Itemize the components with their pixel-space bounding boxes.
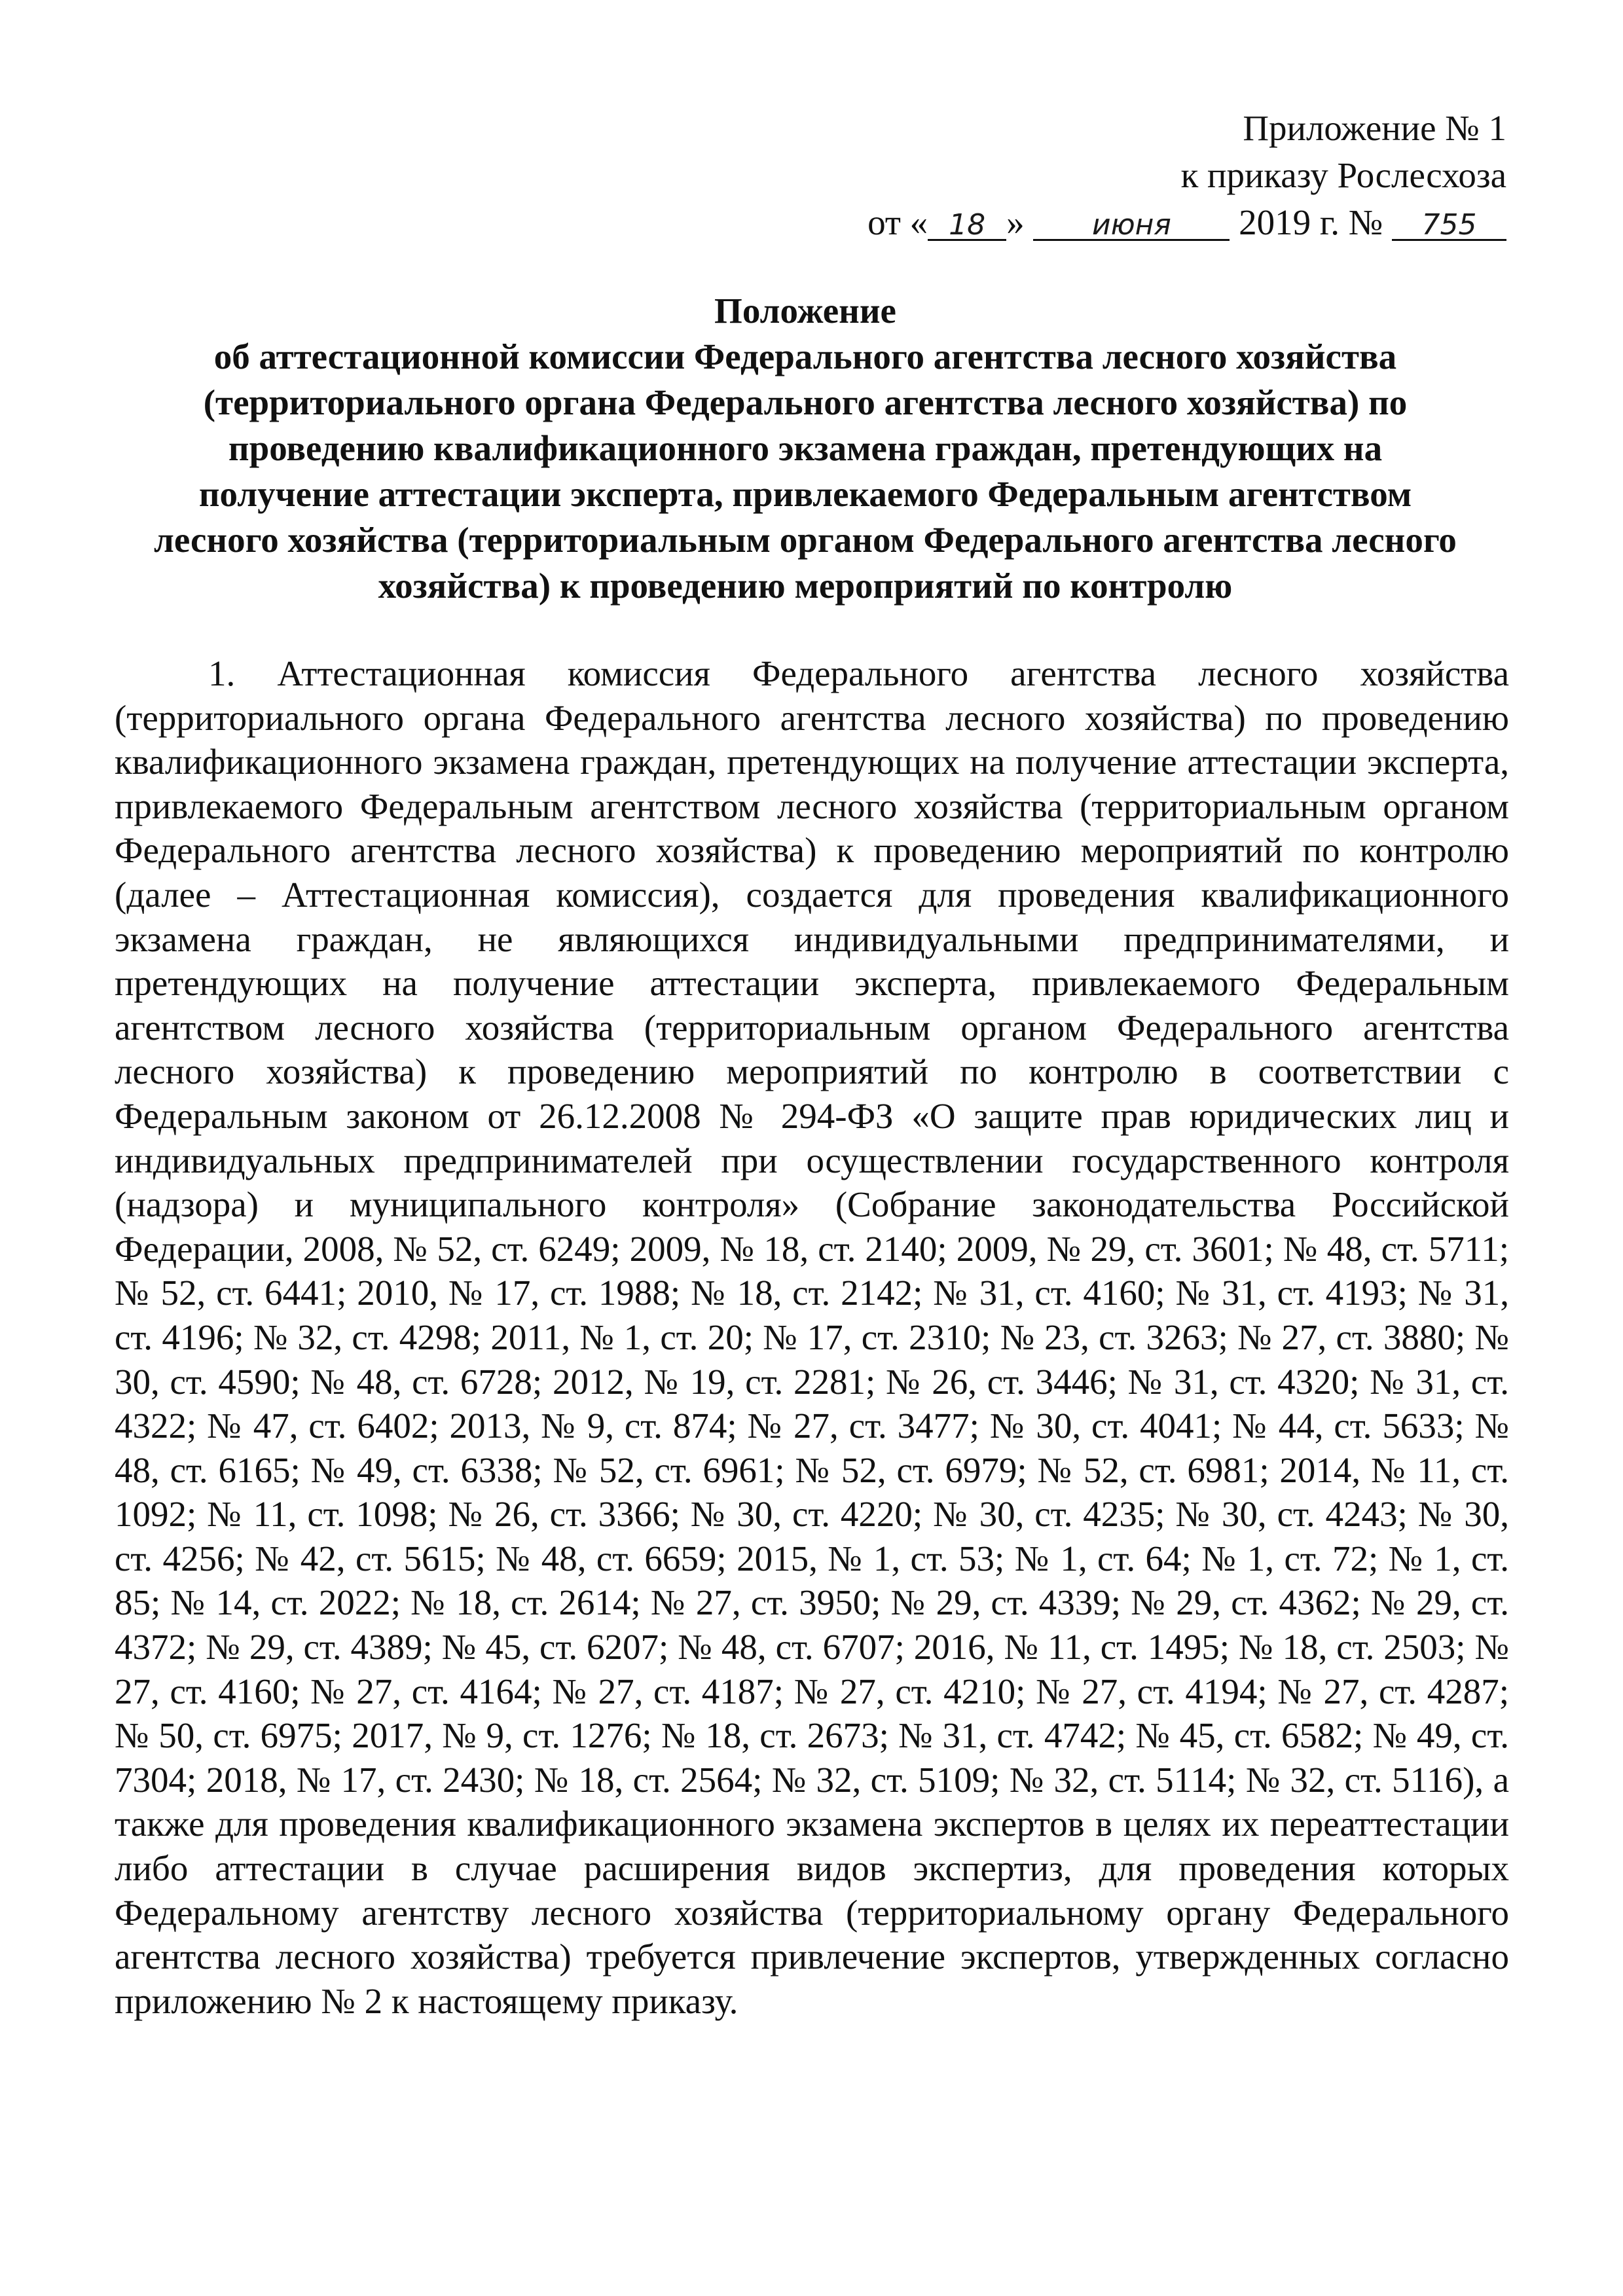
title-line-6: лесного хозяйства (территориальным органом Федерального агентства лесного <box>154 520 1457 560</box>
order-number-blank <box>1392 206 1506 241</box>
handwritten-month: июня <box>1091 208 1171 242</box>
title-line-4: проведению квалификационного экзамена граждан, претендующих на <box>228 428 1383 468</box>
date-quote-close: » <box>1006 202 1025 242</box>
title-line-3: (территориального органа Федерального агентства лесного хозяйства) по <box>203 382 1408 422</box>
date-prefix: от « <box>867 202 928 242</box>
paragraph-1: 1. Аттестационная комиссия Федерального агентства лесного хозяйства (территориального органа Федерального агентства лесного хозяйства) по проведению квалификационного экзамена граждан, претендующих на получение аттестации эксперта, привлекаемого Федеральным агентством лесного хозяйства (территориальным органом Федерального агентства лесного хозяйства) к проведению мероприятий по контролю (далее – Аттестационная комиссия), создается для проведения квалификационного экзамена граждан, не являющихся индивидуальными предпринимателями, и претендующих на получение аттестации эксперта, привлекаемого Федеральным агентством лесного хозяйства (территориальным органом Федерального агентства лесного хозяйства) к проведению мероприятий по контролю в соответствии с Федеральным законом от 26.12.2008 № 294-ФЗ «О защите прав юридических лиц и индивидуальных предпринимателей при осуществлении государственного контроля (надзора) и муниципального контроля» (Собрание законодательства Российской Федерации, 2008, № 52, ст. 6249; 2009, № 18, ст. 2140; 2009, № 29, ст. 3601; № 48, ст. 5711; № 52, ст. 6441; 2010, № 17, ст. 1988; № 18, ст. 2142; № 31, ст. 4160; № 31, ст. 4193; № 31, ст. 4196; № 32, ст. 4298; 2011, № 1, ст. 20; № 17, ст. 2310; № 23, ст. 3263; № 27, ст. 3880; № 30, ст. 4590; № 48, ст. 6728; 2012, № 19, ст. 2281; № 26, ст. 3446; № 31, ст. 4320; № 31, ст. 4322; № 47, ст. 6402; 2013, № 9, ст. 874; № 27, ст. 3477; № 30, ст. 4041; № 44, ст. 5633; № 48, ст. 6165; № 49, ст. 6338; № 52, ст. 6961; № 52, ст. 6979; № 52, ст. 6981; 2014, № 11, ст. 1092; № 11, ст. 1098; № 26, ст. 3366; № 30, ст. 4220; № 30, ст. 4235; № 30, ст. 4243; № 30, ст. 4256; № 42, ст. 5615; № 48, ст. 6659; 2015, № 1, ст. 53; № 1, ст. 64; № 1, ст. 72; № 1, ст. 85; № 14, ст. 2022; № 18, ст. 2614; № 27, ст. 3950; № 29, ст. 4339; № 29, ст. 4362; № 29, ст. 4372; № 29, ст. 4389; № 45, ст. 6207; № 48, ст. 6707; 2016, № 11, ст. 1495; № 18, ст. 2503; № 27, ст. 4160; № 27, ст. 4164; № 27, ст. 4187; № 27, ст. 4210; № 27, ст. 4194; № 27, ст. 4287; № 50, ст. 6975; 2017, № 9, ст. 1276; № 18, ст. 2673; № 31, ст. 4742; № 45, ст. 6582; № 49, ст. 7304; 2018, № 17, ст. 2430; № 18, ст. 2564; № 32, ст. 5109; № 32, ст. 5114; № 32, ст. 5116), а также для проведения квалификационного экзамена экспертов в целях их переаттестации либо аттестации в случае расширения видов экспертиз, для проведения которых Федеральному агентству лесного хозяйства (территориальному органу Федерального агентства лесного хозяйства) требуется привлечение экспертов, утвержденных согласно приложению № 2 к настоящему приказу. <box>115 653 1509 2021</box>
date-year: 2019 г. № <box>1239 202 1383 242</box>
date-day-blank <box>928 206 1006 241</box>
order-date-line <box>721 199 1506 246</box>
appendix-header <box>721 105 1506 246</box>
document-title <box>105 288 1506 609</box>
order-reference: к приказу Рослесхоза <box>1180 155 1506 195</box>
title-line-2: об аттестационной комиссии Федерального агентства лесного хозяйства <box>213 337 1397 376</box>
handwritten-day: 18 <box>949 208 986 242</box>
document-body <box>115 651 1509 2023</box>
title-line-7: хозяйства) к проведению мероприятий по контролю <box>378 566 1233 606</box>
title-line-5: получение аттестации эксперта, привлекаемого Федеральным агентством <box>198 474 1412 514</box>
appendix-label: Приложение № 1 <box>1243 108 1506 148</box>
handwritten-order-number: 755 <box>1421 208 1477 242</box>
date-month-blank <box>1033 206 1230 241</box>
title-line-1: Положение <box>714 291 896 331</box>
